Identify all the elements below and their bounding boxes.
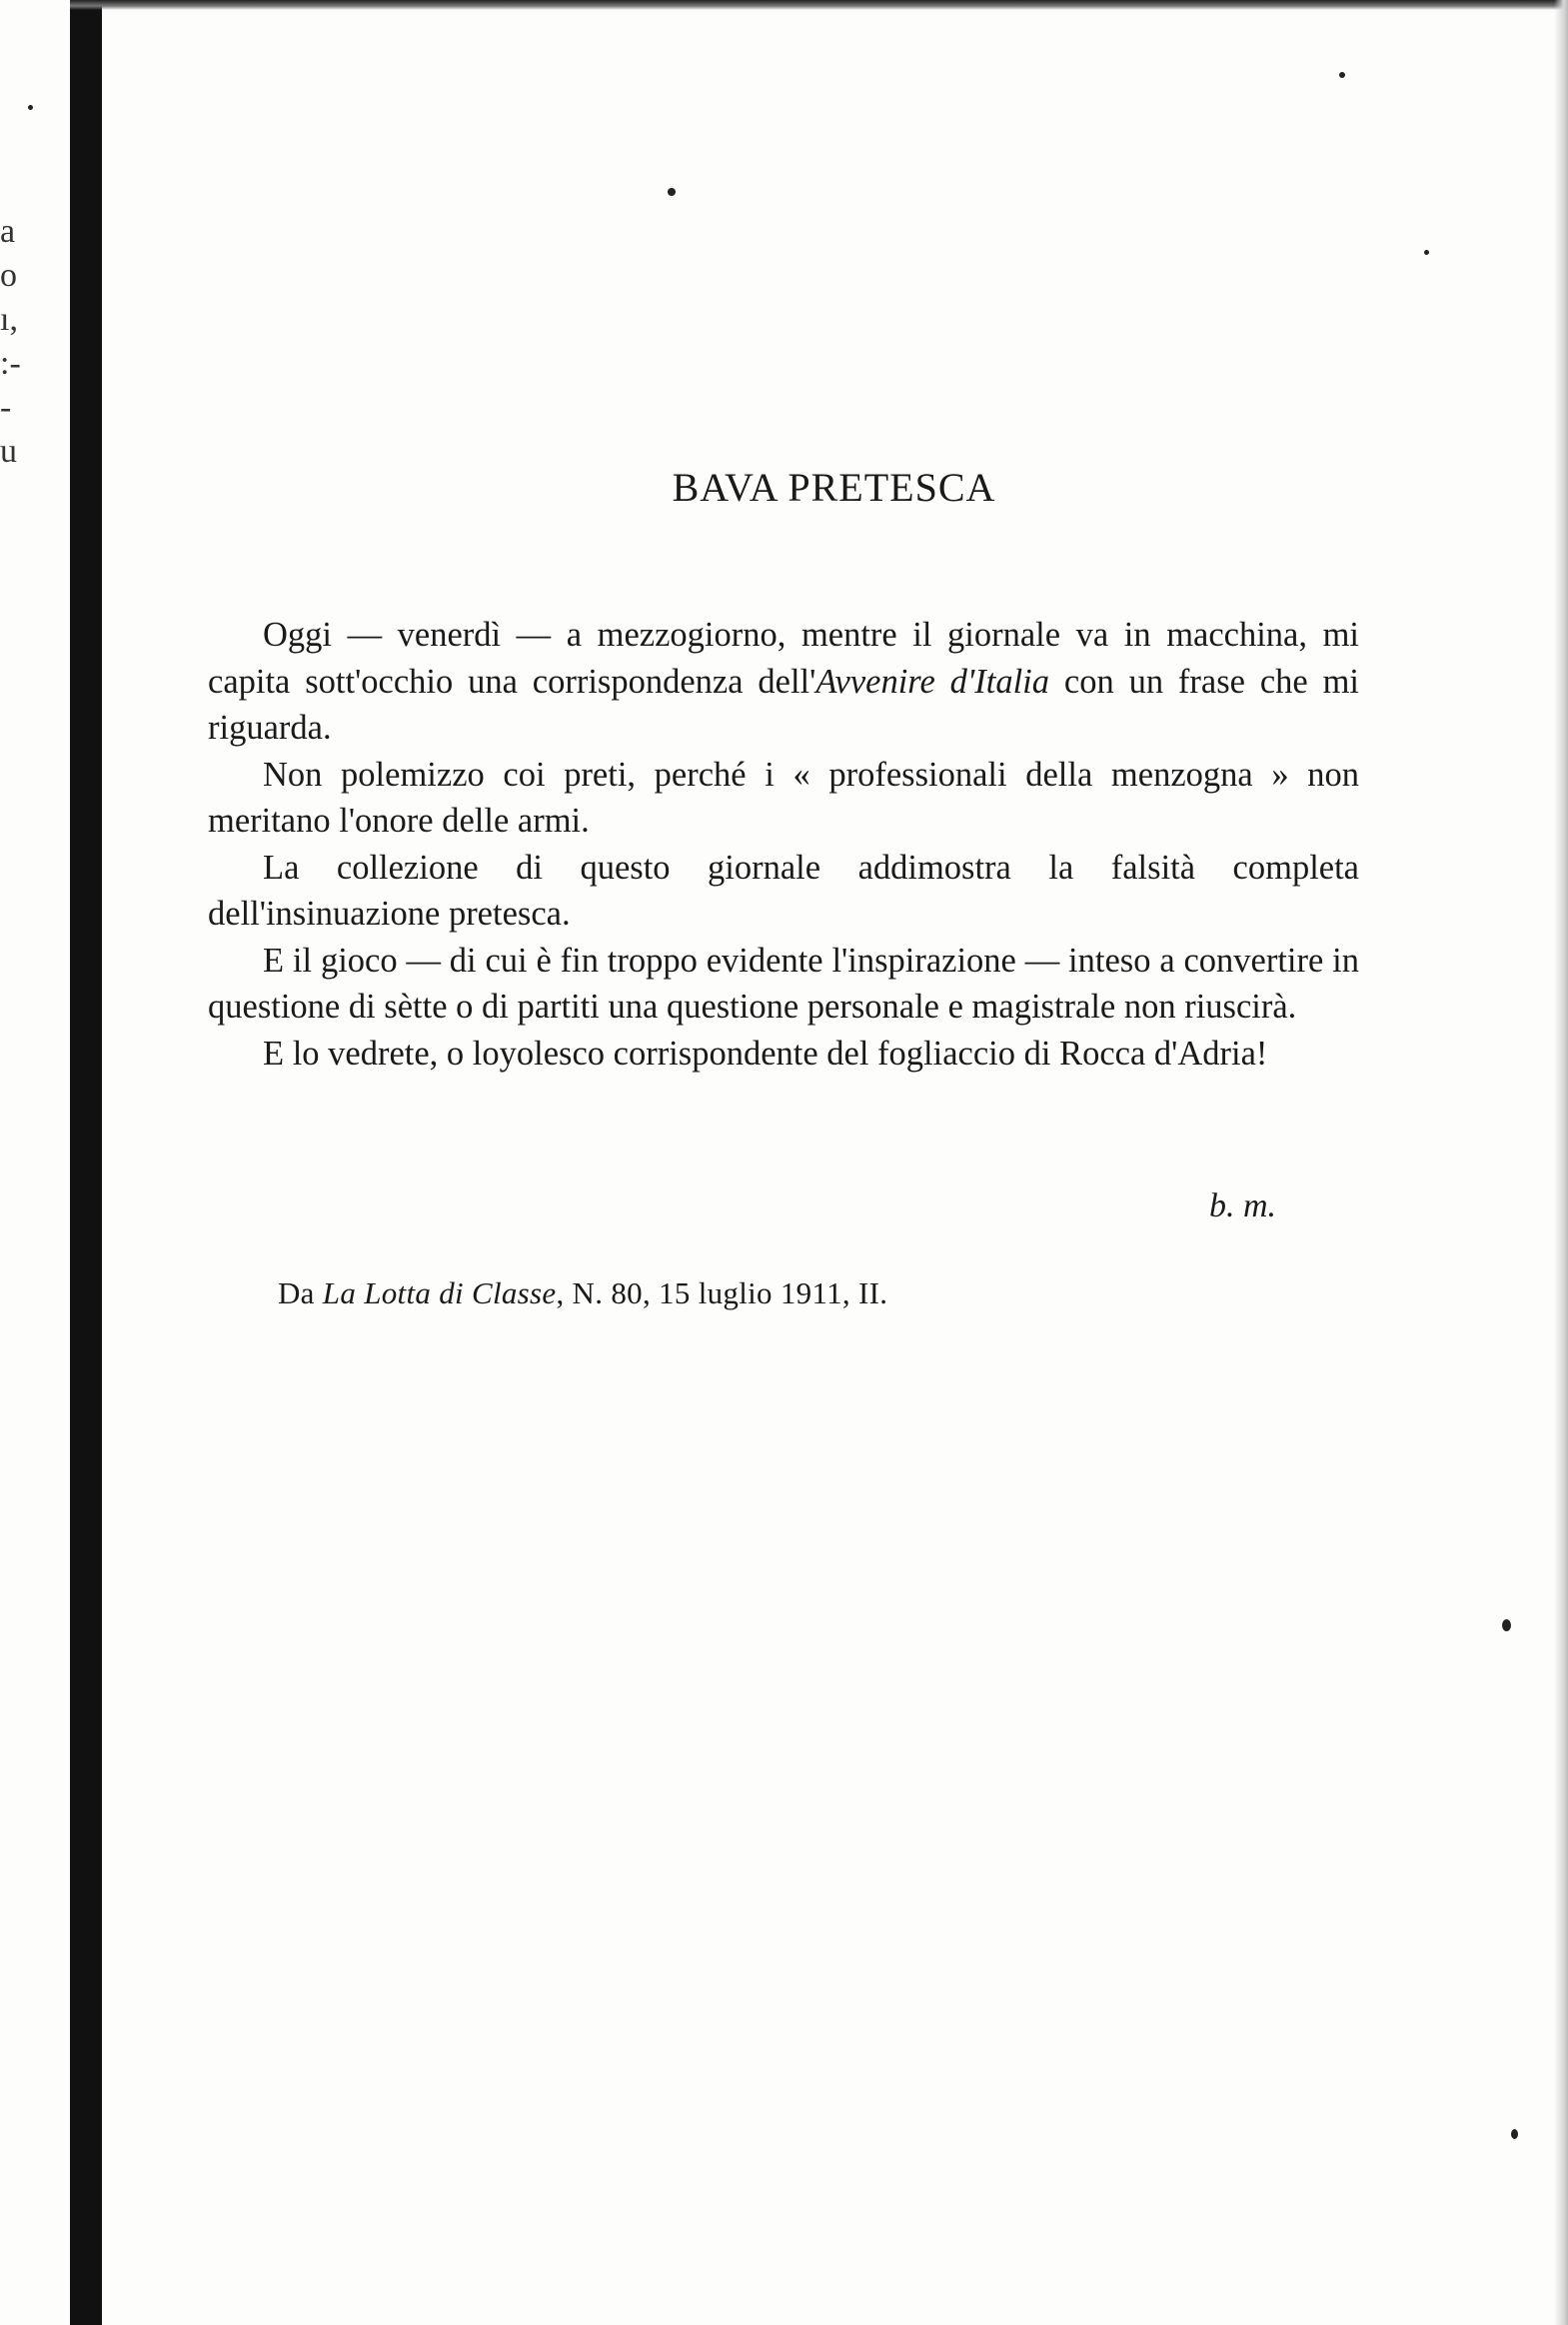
source-prefix: Da — [278, 1275, 323, 1310]
paragraph — [208, 612, 1359, 752]
paragraph-text: Oggi — venerdì — a mezzogiorno, mentre il giornale va in macchina, mi capita sott'occhio una corrispondenza dell' — [208, 616, 1359, 701]
scan-speck — [28, 105, 33, 110]
bleed-fragment: a — [0, 213, 16, 250]
source-citation — [278, 1271, 887, 1315]
scan-speck — [1502, 1619, 1511, 1631]
publication-name: Avvenire d'Italia — [815, 662, 1050, 701]
paragraph-text: con un frase che mi riguarda. — [208, 662, 1359, 747]
bleed-fragment: :- — [0, 345, 21, 382]
scan-speck — [1511, 2129, 1518, 2139]
paragraph: Non polemizzo coi preti, perché i « professionali della menzogna » non meritano l'onore delle armi. — [208, 755, 1359, 840]
page-right-edge — [1554, 0, 1568, 2325]
scan-speck — [1339, 72, 1345, 78]
bleed-fragment: ı, — [0, 301, 18, 338]
paragraph: E lo vedrete, o loyolesco corrispondente del fogliaccio di Rocca d'Adria! — [263, 1034, 1268, 1073]
scan-speck — [1424, 250, 1429, 255]
book-binding-edge — [70, 0, 102, 2325]
bleed-fragment: - — [0, 389, 12, 426]
bleed-fragment: o — [0, 257, 17, 294]
scan-speck — [668, 188, 676, 196]
page-top-edge — [70, 0, 1568, 10]
author-signature: b. m. — [1209, 1187, 1277, 1224]
facing-page-bleed — [0, 210, 40, 474]
article-body — [208, 612, 1359, 1077]
bleed-fragment: u — [0, 433, 17, 470]
paragraph: La collezione di questo giornale addimostra la falsità completa dell'insinuazione pretesca. — [208, 848, 1359, 933]
source-suffix: , N. 80, 15 luglio 1911, II. — [556, 1275, 888, 1310]
source-publication: La Lotta di Classe — [322, 1275, 557, 1310]
paragraph: E il gioco — di cui è fin troppo evidente l'inspirazione — inteso a convertire in questione di sètte o di partiti una questione personale e magistrale non riuscirà. — [208, 941, 1359, 1026]
page-title: BAVA PRETESCA — [672, 465, 996, 510]
